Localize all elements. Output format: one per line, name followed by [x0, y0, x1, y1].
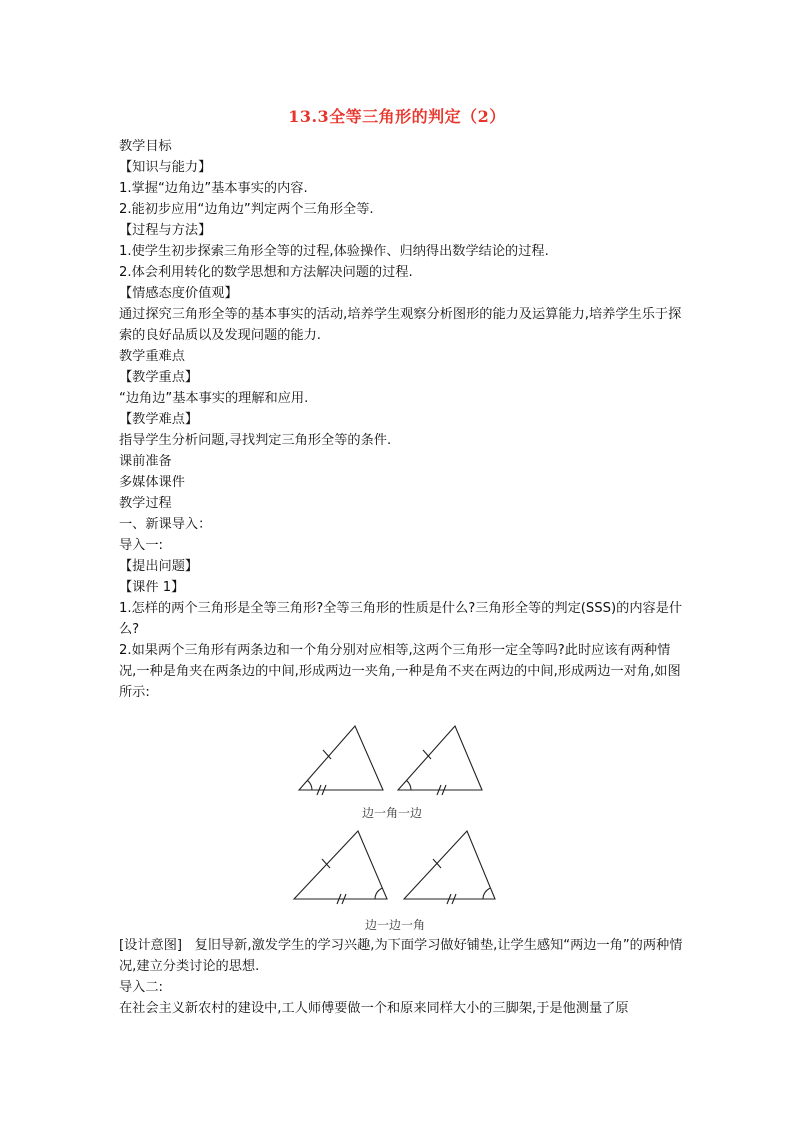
difficult-heading: 【教学难点】	[119, 412, 199, 427]
sas-angle-arc-right	[407, 780, 412, 790]
ssa-triangle-right	[404, 831, 495, 899]
prep-heading: 课前准备	[119, 454, 172, 469]
goals-heading: 教学目标	[119, 139, 172, 154]
ssa-triangle-left	[294, 831, 387, 899]
ssa-angle-arc-left	[375, 888, 383, 899]
knowledge-heading: 【知识与能力】	[119, 160, 212, 175]
sas-angle-arc-left	[308, 780, 313, 790]
teaching-process-heading: 教学过程	[119, 496, 172, 511]
intro-heading: 一、新课导入：	[119, 517, 212, 532]
question-2: 2.如果两个三角形有两条边和一个角分别对应相等,这两个三角形一定全等吗?此时应该有两种情况,一种是角夹在两条边的中间,形成两边一夹角,一种是角不夹在两边的中间,形成两边一对角,如图所示:	[119, 643, 681, 700]
caption-sas: 边一角一边	[362, 806, 423, 820]
intro2-heading: 导入二:	[119, 980, 164, 995]
attitude-text: 通过探究三角形全等的基本事实的活动,培养学生观察分析图形的能力及运算能力,培养学生乐于探索的良好品质以及发现问题的能力.	[119, 307, 682, 343]
page-title: 13.3全等三角形的判定（2）	[288, 107, 506, 126]
design-text: 复旧导新,激发学生的学习兴趣,为下面学习做好铺垫,让学生感知“两边一角”的两种情况,建立分类讨论的思想.	[119, 938, 683, 974]
ssa-tick-left-1	[322, 859, 330, 868]
intro1-heading: 导入一:	[119, 538, 164, 553]
sas-triangle-left	[299, 726, 383, 790]
key-difficult-heading: 教学重难点	[119, 349, 185, 364]
prep-text: 多媒体课件	[119, 475, 185, 490]
process-item-1: 1.使学生初步探索三角形全等的过程,体验操作、归纳得出数学结论的过程.	[119, 244, 549, 259]
document-body	[119, 136, 684, 1019]
intro2-text: 在社会主义新农村的建设中,工人师傅要做一个和原来同样大小的三脚架,于是他测量了原	[119, 1001, 629, 1016]
difficult-text: 指导学生分析问题,寻找判定三角形全等的条件.	[119, 433, 392, 448]
key-text: “边角边”基本事实的理解和应用.	[119, 391, 309, 406]
question-1: 1.怎样的两个三角形是全等三角形?全等三角形的性质是什么?三角形全等的判定(SSS)的内容是什么?	[119, 601, 683, 637]
design-label: [设计意图]	[119, 938, 183, 953]
courseware-heading: 【课件 1】	[119, 580, 185, 595]
design-intent	[119, 935, 684, 977]
knowledge-item-1: 1.掌握“边角边”基本事实的内容.	[119, 181, 308, 196]
caption-ssa: 边一边一角	[365, 918, 426, 932]
ssa-angle-arc-right	[483, 888, 491, 899]
attitude-heading: 【情感态度价值观】	[119, 286, 238, 301]
knowledge-item-2: 2.能初步应用“边角边”判定两个三角形全等.	[119, 202, 374, 217]
ask-heading: 【提出问题】	[119, 559, 199, 574]
sas-triangle-right	[398, 726, 482, 790]
triangles-figure	[119, 703, 684, 935]
process-heading: 【过程与方法】	[119, 223, 212, 238]
process-item-2: 2.体会利用转化的数学思想和方法解决问题的过程.	[119, 265, 413, 280]
key-heading: 【教学重点】	[119, 370, 199, 385]
